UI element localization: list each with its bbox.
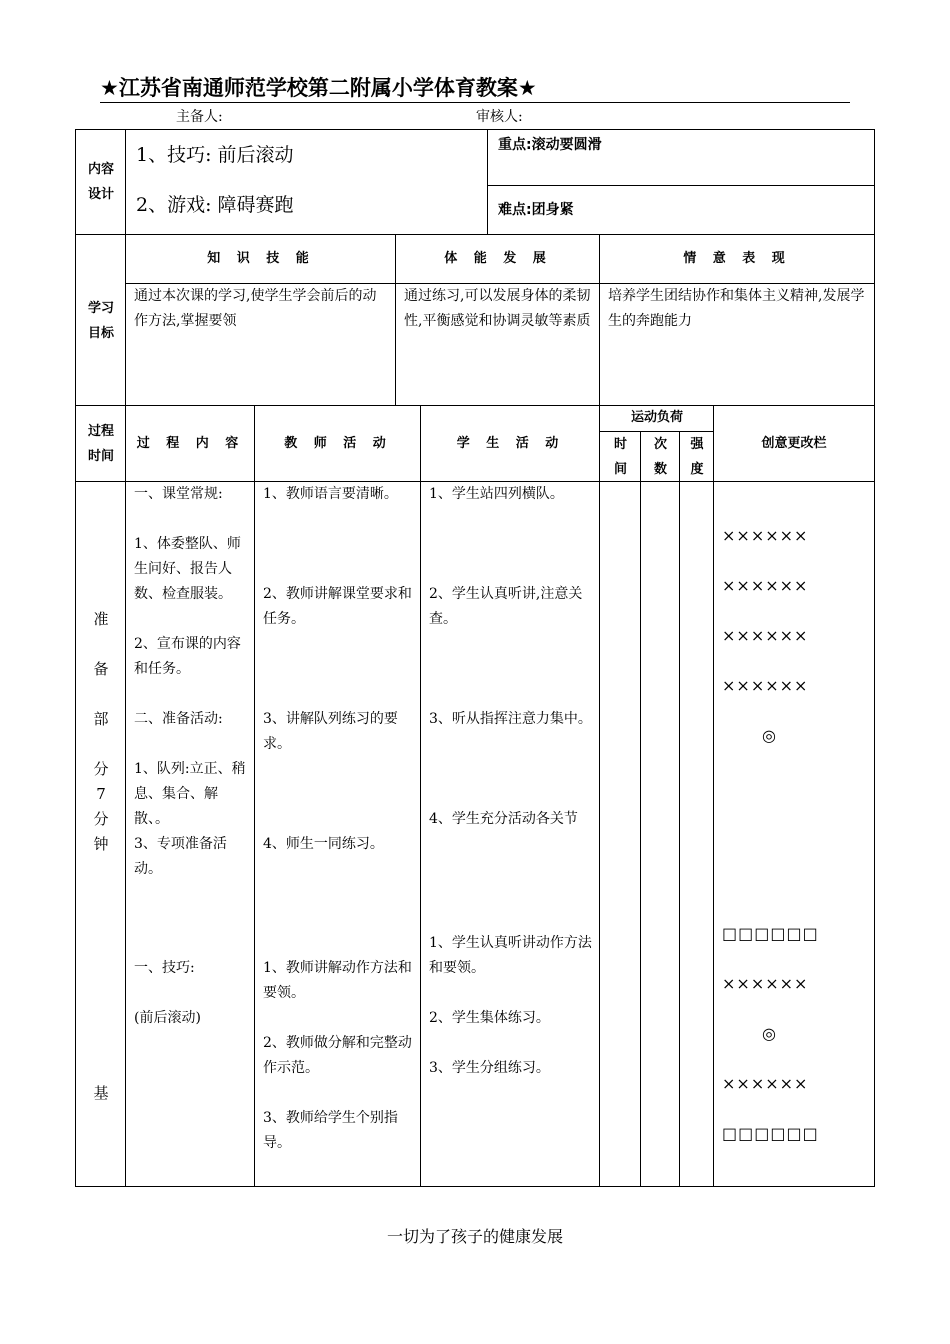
goal-header-physical: 体 能 发 展 <box>444 251 552 266</box>
basic-formation-row: □□□□□□ <box>722 924 819 943</box>
prep-label-char: 部 <box>93 710 109 728</box>
content-item-1: 1、技巧: 前后滚动 <box>136 144 294 166</box>
prep-teacher-item: 2、教师讲解课堂要求和任务。 <box>263 586 412 627</box>
teacher-position-symbol: ◎ <box>762 726 777 745</box>
prep-content-item: 3、专项准备活动。 <box>134 836 227 877</box>
content-item-2: 2、游戏: 障碍赛跑 <box>136 194 294 216</box>
basic-formation-row: ×××××× <box>722 974 809 993</box>
reviewer-label: 审核人: <box>476 109 523 125</box>
prep-formation-row: ×××××× <box>722 526 809 545</box>
prep-content-item: 一、课堂常规: <box>134 486 223 502</box>
prep-formation-row: ×××××× <box>722 626 809 645</box>
header-load-time-1: 时 <box>613 437 627 452</box>
key-point: 重点:滚动要圆滑 <box>498 137 602 153</box>
header-process-content: 过 程 内 容 <box>136 436 245 451</box>
prep-content-item: 二、准备活动: <box>134 711 223 727</box>
basic-formation-row: □□□□□□ <box>722 1124 819 1143</box>
prep-student-item: 2、学生认真听讲,注意关查。 <box>429 586 583 627</box>
prep-label-char: 准 <box>93 610 109 628</box>
header-creative-column: 创意更改栏 <box>761 436 827 451</box>
header-load-count-1: 次 <box>653 437 667 452</box>
prep-content-item: 1、体委整队、师生问好、报告人数、检查服装。 <box>134 536 241 602</box>
prep-label-char: 备 <box>93 660 109 678</box>
basic-teacher-item: 1、教师讲解动作方法和要领。 <box>263 960 412 1001</box>
prep-formation-row: ×××××× <box>722 576 809 595</box>
document-title: ★江苏省南通师范学校第二附属小学体育教案★ <box>100 74 850 103</box>
prep-content-item: 1、队列:立正、稍息、集合、解散、。 <box>134 761 246 827</box>
header-student-activity: 学 生 活 动 <box>456 436 565 451</box>
basic-student-item: 2、学生集体练习。 <box>429 1010 550 1026</box>
goal-emotion-text: 培养学生团结协作和集体主义精神,发展学生的奔跑能力 <box>608 288 865 329</box>
prep-label-char: 7 <box>96 785 106 803</box>
goal-knowledge-text: 通过本次课的学习,使学生学会前后的动作方法,掌握要领 <box>134 288 377 329</box>
prep-label-char: 钟 <box>93 835 109 853</box>
content-design-label-2: 设计 <box>87 187 114 202</box>
basic-content-item: 一、技巧: <box>134 960 195 976</box>
prep-teacher-item: 4、师生一同练习。 <box>263 836 384 852</box>
basic-label-char: 基 <box>93 1084 109 1102</box>
header-load-count-2: 数 <box>653 462 667 477</box>
difficulty-point: 难点:团身紧 <box>498 202 574 218</box>
process-time-label-2: 时间 <box>87 449 114 464</box>
basic-formation-row: ×××××× <box>722 1074 809 1093</box>
basic-student-item: 1、学生认真听讲动作方法和要领。 <box>429 935 592 976</box>
basic-teacher-item: 3、教师给学生个别指导。 <box>263 1110 398 1151</box>
goal-header-knowledge: 知 识 技 能 <box>207 251 315 266</box>
goal-header-emotion: 情 意 表 现 <box>683 251 791 266</box>
prep-teacher-item: 3、讲解队列练习的要求。 <box>263 711 398 752</box>
goal-physical-text: 通过练习,可以发展身体的柔韧性,平衡感觉和协调灵敏等素质 <box>404 288 591 329</box>
content-design-label-1: 内容 <box>87 162 114 177</box>
prep-student-item: 1、学生站四列横队。 <box>429 486 564 502</box>
prep-label-char: 分 <box>93 810 109 828</box>
basic-content-item: (前后滚动) <box>134 1010 201 1026</box>
preparer-label: 主备人: <box>176 109 223 125</box>
learning-goals-label-2: 目标 <box>87 326 114 341</box>
header-load-intensity-2: 度 <box>690 462 704 477</box>
prep-teacher-item: 1、教师语言要清晰。 <box>263 486 398 502</box>
header-exercise-load: 运动负荷 <box>630 410 683 425</box>
page-footer: 一切为了孩子的健康发展 <box>386 1227 563 1246</box>
prep-content-item: 2、宣布课的内容和任务。 <box>134 636 241 677</box>
prep-student-item: 3、听从指挥注意力集中。 <box>429 711 592 727</box>
header-load-intensity-1: 强 <box>690 437 704 452</box>
prep-label-char: 分 <box>93 760 109 778</box>
header-teacher-activity: 教 师 活 动 <box>284 436 392 451</box>
process-time-label-1: 过程 <box>87 424 114 439</box>
basic-teacher-item: 2、教师做分解和完整动作示范。 <box>263 1035 412 1076</box>
teacher-position-symbol: ◎ <box>762 1024 777 1043</box>
prep-formation-row: ×××××× <box>722 676 809 695</box>
header-load-time-2: 间 <box>613 462 627 477</box>
learning-goals-label-1: 学习 <box>87 301 114 316</box>
basic-student-item: 3、学生分组练习。 <box>429 1060 550 1076</box>
prep-student-item: 4、学生充分活动各关节 <box>429 811 578 827</box>
